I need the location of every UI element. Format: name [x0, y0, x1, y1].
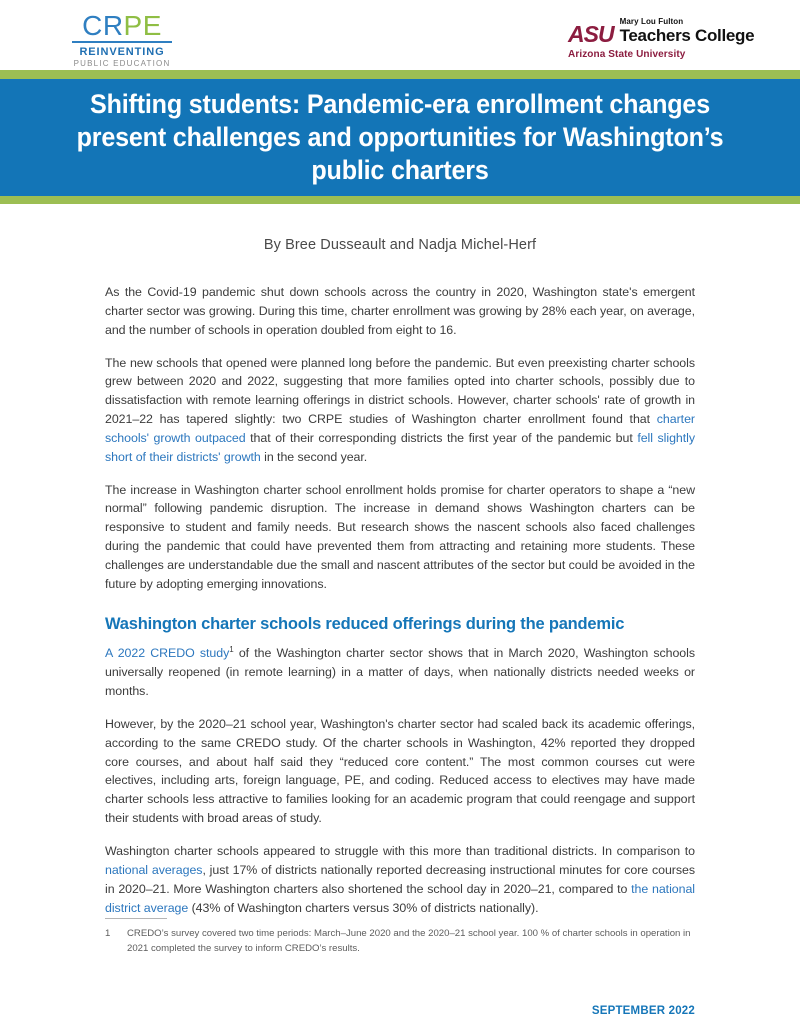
footnote-number: 1 — [105, 928, 111, 939]
paragraph-6-part-a: Washington charter schools appeared to struggle with this more than traditional districts. In comparison to — [105, 844, 695, 858]
crpe-letter-r: R — [102, 10, 124, 41]
paragraph-2 — [105, 354, 695, 467]
paragraph-1: As the Covid-19 pandemic shut down schools across the country in 2020, Washington state's emergent charter sector was growing. During this time, charter enrollment was growing by 28% each year, on average, and the number of schools in operation doubled from eight to 16. — [105, 285, 695, 337]
asu-logo-row — [568, 18, 754, 46]
section-heading: Washington charter schools reduced offerings during the pandemic — [105, 614, 625, 633]
link-charter-growth-outpaced[interactable]: charter schools' growth outpaced — [105, 412, 695, 445]
paragraph-2-part-b: that of their corresponding districts the first year of the pandemic but — [245, 430, 638, 445]
crpe-letter-e: E — [142, 10, 162, 41]
link-credo-study[interactable]: A 2022 CREDO study — [105, 646, 230, 661]
paragraph-4 — [105, 644, 695, 701]
asu-college-titles — [620, 18, 755, 46]
footnote-item — [105, 927, 695, 957]
banner-top-stripe — [0, 70, 800, 79]
asu-college-small-title: Mary Lou Fulton — [619, 17, 684, 26]
asu-wordmark: ASU — [568, 20, 614, 47]
page-header — [0, 0, 800, 70]
crpe-tagline-line2: PUBLIC EDUCATION — [73, 59, 171, 69]
crpe-tagline-line1: REINVENTING — [79, 46, 165, 58]
paragraph-2-part-c: in the second year. — [260, 449, 368, 464]
byline: By Bree Dusseault and Nadja Michel-Herf — [263, 237, 537, 253]
paragraph-3: The increase in Washington charter school enrollment holds promise for charter operators to shape a “new normal” following pandemic disruption. The increase in demand shows Washington charters can be responsive to student and family needs. But research shows the nascent schools also faced challenges during the pandemic that could have prevented them from attracting and retaining more students. These challenges are understandable due the small and nascent attributes of the sector but could be avoided in the future by adopting emerging innovations. — [105, 482, 695, 591]
link-national-averages[interactable]: national averages — [105, 862, 203, 877]
link-national-district-average[interactable]: the national district average — [105, 881, 695, 915]
crpe-logo-divider — [72, 41, 172, 43]
footnote-text: CREDO’s survey covered two time periods: March–June 2020 and the 2020–21 school year. 100 % of charter schools in operation in 2021 completed the survey to inform CREDO’s results. — [127, 928, 691, 954]
asu-university-name: Arizona State University — [568, 48, 686, 60]
asu-college-big-title: Teachers College — [619, 25, 755, 45]
paragraph-6-part-c: (43% of Washington charters versus 30% of districts nationally). — [188, 900, 539, 915]
asu-logo — [568, 18, 754, 60]
footnote-divider — [105, 918, 167, 919]
footnote-section — [105, 918, 695, 957]
crpe-logo — [72, 12, 172, 69]
page-title: Shifting students: Pandemic-era enrollment changes present challenges and opportunities for Washington’s public charters — [76, 89, 724, 185]
banner-bottom-stripe — [0, 196, 800, 204]
paragraph-6 — [105, 842, 695, 917]
paragraph-2-part-a: The new schools that opened were planned long before the pandemic. But even preexisting charter schools grew between 2020 and 2022, suggesting that more families opted into charter schools, possibly due to dissatisfaction with remote learning offerings in district schools. However, charter schools' rate of growth in 2021–22 has tapered slightly: two CRPE studies of Washington charter enrollment found that — [105, 355, 695, 427]
paragraph-6-part-b: , just 17% of districts nationally reported decreasing instructional minutes for core courses in 2020–21. More Washington charters also shortened the school day in 2020–21, compared to — [105, 862, 695, 896]
footnote-marker-1[interactable]: 1 — [229, 645, 234, 655]
article-body — [105, 225, 695, 931]
paragraph-4-rest: of the Washington charter sector shows that in March 2020, Washington schools universally reopened (in remote learning) in a matter of days, when nationally districts needed weeks or months. — [105, 646, 695, 699]
paragraph-5: However, by the 2020–21 school year, Washington's charter sector had scaled back its academic offerings, according to the same CREDO study. Of the charter schools in Washington, 42% reported they dropped core courses, and about half said they “reduced core content.” The most common courses cut were electives, including arts, foreign language, PE, and coding. Reduced access to electives may have made charter schools less attractive to families looking for an academic program that could reengage and support their students with broad areas of study. — [105, 716, 695, 826]
crpe-letter-c: C — [82, 10, 103, 41]
crpe-letter-p: P — [123, 10, 143, 41]
link-fell-short-districts-growth[interactable]: fell slightly short of their districts' growth — [105, 430, 695, 464]
title-banner — [0, 79, 800, 196]
crpe-wordmark — [72, 12, 172, 40]
publication-date: SEPTEMBER 2022 — [591, 1005, 695, 1017]
